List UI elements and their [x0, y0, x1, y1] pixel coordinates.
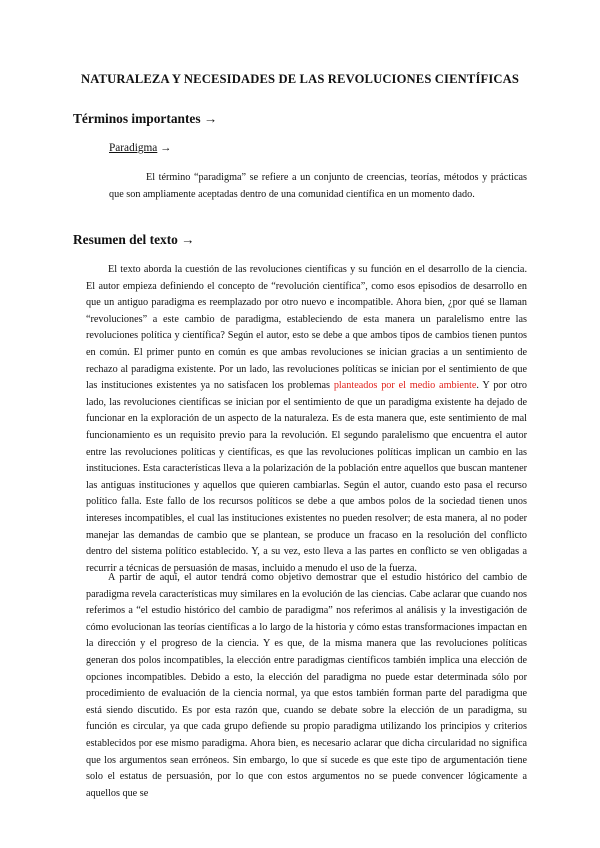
- term-definition: El término “paradigma” se refiere a un conjunto de creencias, teorías, métodos y prácticas que son ampliamente aceptadas dentro de una comunidad científica en un momento dado.: [109, 172, 527, 200]
- right-arrow-icon: →: [160, 142, 172, 154]
- highlighted-text: planteados por el medio ambiente: [333, 380, 477, 392]
- right-arrow-icon: →: [181, 232, 195, 247]
- section-heading-terms: [73, 111, 217, 127]
- summary-paragraph-1: [86, 262, 527, 577]
- term-name: Paradigma: [109, 142, 158, 154]
- term-label: [109, 142, 171, 154]
- section-heading-summary: [73, 232, 195, 248]
- section-heading-terms-label: Términos importantes: [73, 111, 201, 126]
- summary-paragraph-2: A partir de aquí, el autor tendrá como objetivo demostrar que el estudio histórico del cambio de paradigma revela características muy similares en la evolución de las ciencias. Cabe aclarar que cuando nos referimos a “el estudio histórico del cambio de paradigma” nos referimos al análisis y la investigación de cómo evolucionan las teorías científicas a lo largo de la historia y cómo estas transformaciones impactan en la dirección y el progreso de la ciencia. Y es que, de la misma manera que las revoluciones políticas generan dos polos incompatibles, la elección entre paradigmas científicos también implica una elección de opciones incompatibles. Debido a esto, la elección del paradigma no puede estar determinada sólo por procedimiento de evaluación de la ciencia normal, ya que estos también forman parte del paradigma que está siendo discutido. Es por esta razón que, cuando se debate sobre la elección de un paradigma, su función es circular, ya que cada grupo defiende su propio paradigma utilizando los principios y criterios establecidos por ese mismo paradigma. Ahora bien, es necesario aclarar que dicha circularidad no significa que los argumentos sean erróneos. Sin embargo, lo que sí sucede es que este tipo de argumentación tiene solo el estatus de persuasión, por lo que con estos argumentos no se puede convencer lógicamente a aquellos que se: [86, 572, 527, 799]
- summary-paragraph-1-text-b: . Y por otro lado, las revoluciones científicas se inician por el sentimiento de que un paradigma existente ha dejado de funcionar en la exploración de un aspecto de la naturaleza. Es de esta manera que, este sentimiento de mal funcionamiento es un requisito previo para la revolución. El segundo paralelismo que encuentra el autor entre las revoluciones políticas y científicas, es que las revoluciones políticas implican un cambio en las instituciones. Esta características lleva a la polarización de la población entre aquellos que buscan mantener las antiguas instituciones y aquellos que quieren cambiarlas. Según el autor, cuando esto pasa el recurso político falla. Este fallo de los recursos políticos se debe a que ambos polos de la sociedad tienen unos intereses incompatibles, el cual las instituciones existentes no pueden resolver; de esta manera, al no poder manejar las demandas de cambio que se plantean, se produce un fracaso en la resolución del conflicto dentro del sistema político establecido. Y, a su vez, esto lleva a las partes en conflicto se ven obligadas a recurrir a técnicas de persuasión de masas, incluido a menudo el uso de la fuerza.: [86, 380, 527, 574]
- right-arrow-icon: →: [203, 111, 218, 126]
- section-heading-summary-label: Resumen del texto: [73, 232, 178, 247]
- document-title: NATURALEZA Y NECESIDADES DE LAS REVOLUCIONES CIENTÍFICAS: [80, 72, 520, 86]
- summary-paragraph-1-text-a: El texto aborda la cuestión de las revoluciones científicas y su función en el desarrollo de la ciencia. El autor empieza definiendo el concepto de “revolución científica”, como esos episodios de desarrollo en que un antiguo paradigma es reemplazado por otro nuevo e incompatible. Ahora bien, ¿por qué se llaman “revoluciones” a este cambio de paradigma, estableciendo de esta manera un paralelismo entre las revoluciones política y científica? Según el autor, esto se debe a que ambos tipos de cambios tienen puntos en común. El primer punto en común es que ambas revoluciones se inician gracias a un sentimiento de rechazo al paradigma existente. Por un lado, las revoluciones políticas se inician por el sentimiento de que las instituciones existentes ya no satisfacen los problemas: [86, 264, 527, 392]
